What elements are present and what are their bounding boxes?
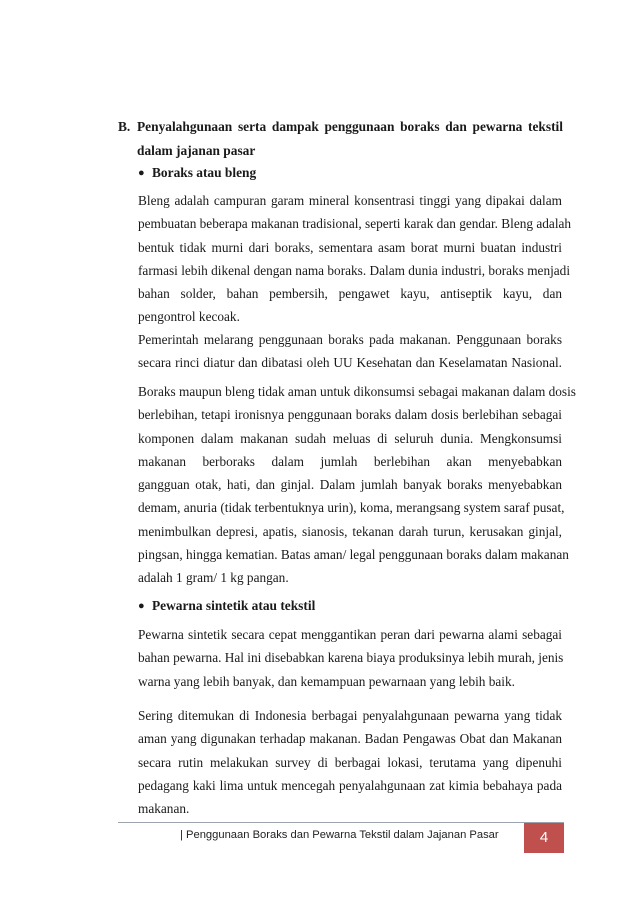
text-line: secara rutin melakukan survey di berbagai lokasi, terutama yang dipenuhi <box>138 754 562 770</box>
text-line: bahan pewarna. Hal ini disebabkan karena biaya produksinya lebih murah, jenis <box>138 650 564 666</box>
text-line: menimbulkan depresi, apatis, sianosis, tekanan darah turun, kerusakan ginjal, <box>138 523 562 539</box>
text-line: Pemerintah melarang penggunaan boraks pada makanan. Penggunaan boraks <box>138 332 562 347</box>
text-line: Boraks maupun bleng tidak aman untuk dikonsumsi sebagai makanan dalam dosis <box>138 384 576 399</box>
text-line: aman yang digunakan terhadap makanan. Badan Pengawas Obat dan Makanan <box>138 731 562 747</box>
paragraph-pewarna-1 <box>138 623 562 693</box>
subheading-pewarna <box>138 596 315 616</box>
text-line: adalah 1 gram/ 1 kg pangan. <box>138 570 289 586</box>
footer-title: | Penggunaan Boraks dan Pewarna Tekstil dalam Jajanan Pasar <box>180 829 499 841</box>
text-line: bahan solder, bahan pembersih, pengawet kayu, antiseptik kayu, dan <box>138 286 562 302</box>
text-line: farmasi lebih dikenal dengan nama boraks. Dalam dunia industri, boraks menjadi <box>138 262 571 278</box>
text-line: pedagang kaki lima untuk mencegah penyalahgunaan zat kimia bebahaya pada <box>138 777 562 793</box>
text-line: gangguan otak, hati, dan ginjal. Dalam jumlah banyak boraks menyebabkan <box>138 477 562 493</box>
page-number-badge: 4 <box>524 823 564 853</box>
text-line: makanan berboraks dalam jumlah berlebihan akan menyebabkan <box>138 453 562 469</box>
paragraph-boraks-1 <box>138 189 572 329</box>
section-letter: B. <box>118 119 131 134</box>
subheading-boraks-label: Boraks atau bleng <box>152 165 257 180</box>
paragraph-boraks-2 <box>138 328 562 375</box>
text-line: secara rinci diatur dan dibatasi oleh UU Kesehatan dan Keselamatan Nasional. <box>138 355 562 371</box>
section-title: Penyalahgunaan serta dampak penggunaan boraks dan pewarna tekstil dalam jajanan pasar <box>137 119 563 158</box>
text-line: pengontrol kecoak. <box>138 309 240 325</box>
paragraph-pewarna-2 <box>138 704 562 820</box>
text-line: makanan. <box>138 801 190 817</box>
text-line: Bleng adalah campuran garam mineral konsentrasi tinggi yang dipakai dalam <box>138 193 562 208</box>
text-line: komponen dalam makanan sudah meluas di seluruh dunia. Mengkonsumsi <box>138 430 562 446</box>
text-line: pembuatan beberapa makanan tradisional, seperti karak dan gendar. Bleng adalah <box>138 216 572 232</box>
text-line: warna yang lebih banyak, dan kemampuan pewarnaan yang lebih baik. <box>138 673 515 689</box>
section-heading <box>118 115 563 163</box>
footer-divider <box>118 822 564 823</box>
subheading-boraks <box>138 163 256 183</box>
text-line: Pewarna sintetik secara cepat menggantikan peran dari pewarna alami sebagai <box>138 627 562 642</box>
text-line: berlebihan, tetapi ironisnya penggunaan boraks dalam dosis berlebihan sebagai <box>138 407 562 423</box>
paragraph-boraks-3 <box>138 380 576 590</box>
text-line: demam, anuria (tidak terbentuknya urin), koma, merangsang system saraf pusat, <box>138 500 565 516</box>
bullet-icon: ● <box>138 600 145 612</box>
text-line: pingsan, hingga kematian. Batas aman/ legal penggunaan boraks dalam makanan <box>138 547 569 563</box>
text-line: bentuk tidak murni dari boraks, sementara asam borat murni buatan industri <box>138 239 562 255</box>
subheading-pewarna-label: Pewarna sintetik atau tekstil <box>152 598 316 613</box>
text-line: Sering ditemukan di Indonesia berbagai penyalahgunaan pewarna yang tidak <box>138 708 562 723</box>
bullet-icon: ● <box>138 167 145 179</box>
